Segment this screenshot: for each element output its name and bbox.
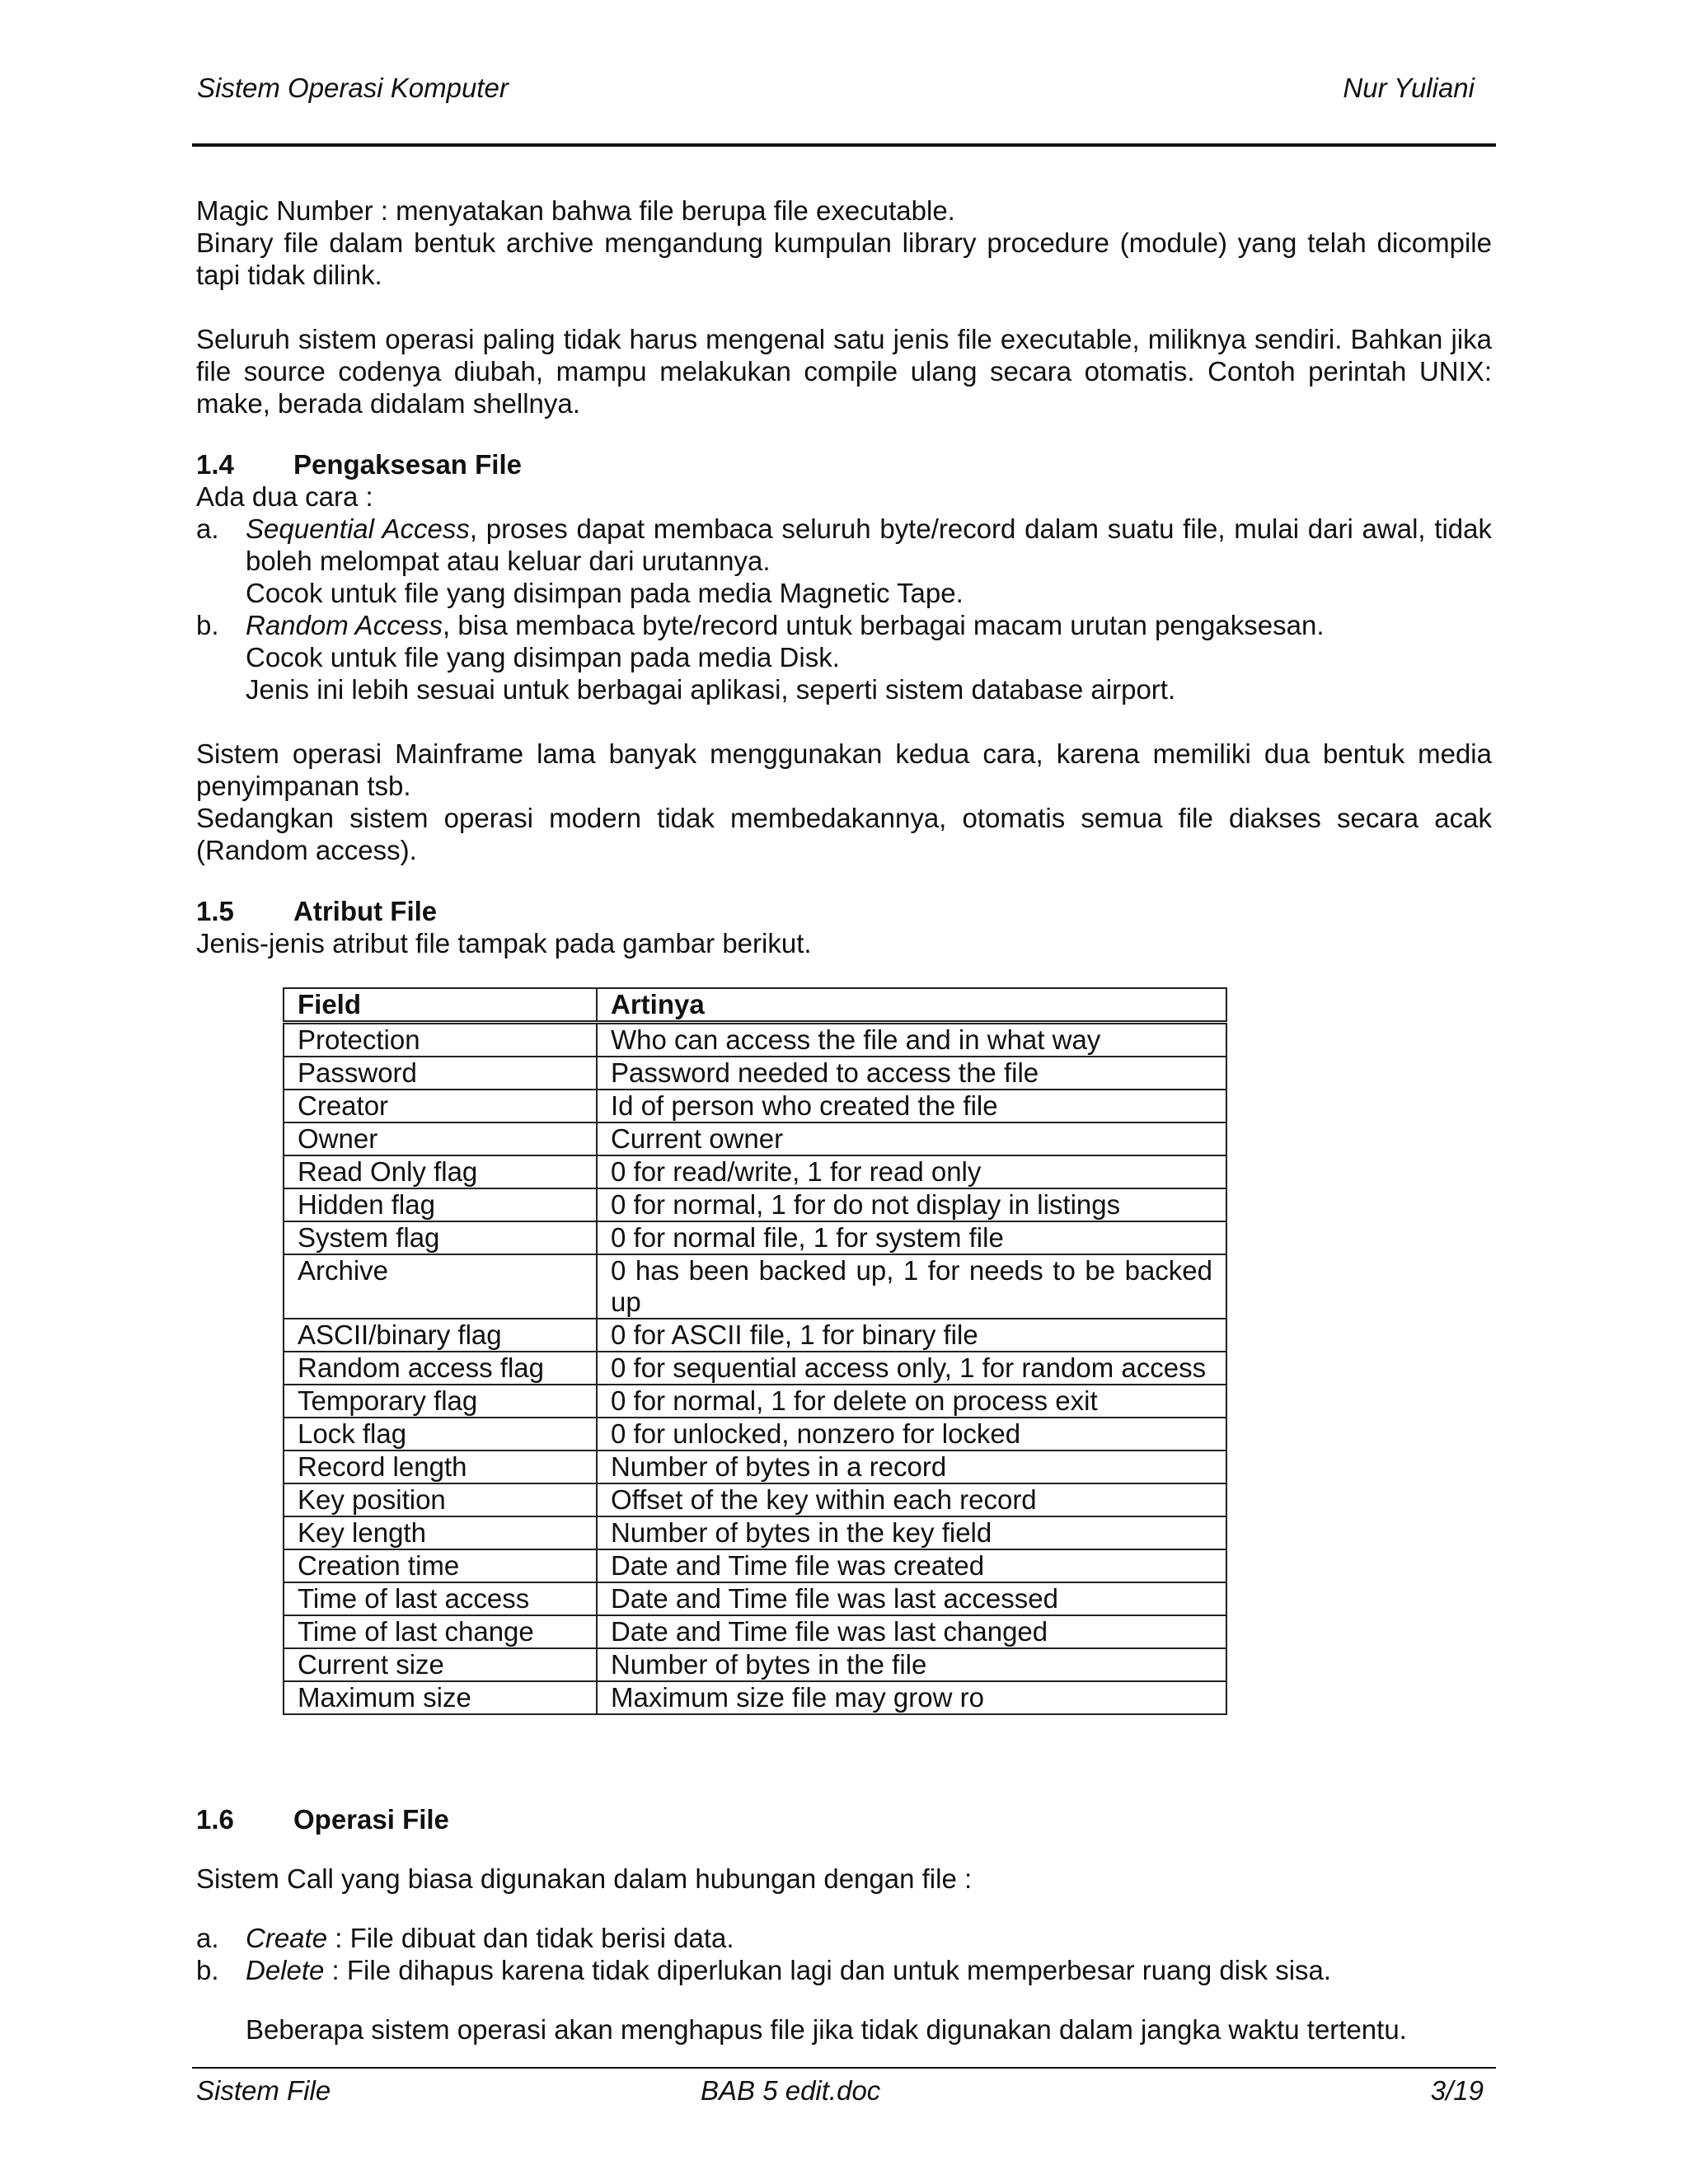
table-row xyxy=(284,1023,1226,1057)
table-row xyxy=(284,1615,1226,1648)
table-row xyxy=(284,1057,1226,1090)
term-random-access: Random Access xyxy=(246,610,443,640)
table-row xyxy=(284,1122,1226,1155)
table-row xyxy=(284,1352,1226,1385)
cell-meaning: 0 for sequential access only, 1 for random access xyxy=(597,1352,1226,1385)
cell-field: Archive xyxy=(284,1254,597,1319)
list-text: , bisa membaca byte/record untuk berbagai macam urutan pengaksesan. xyxy=(443,610,1325,640)
cell-field: Key position xyxy=(284,1483,597,1516)
list-item-delete xyxy=(196,1954,1492,1986)
intro-paragraph-3: Seluruh sistem operasi paling tidak harus mengenal satu jenis file executable, miliknya sendiri. Bahkan jika file source codenya diubah, mampu melakukan compile ulang secara otomatis. Contoh perintah UNIX: make, berada didalam shellnya. xyxy=(196,324,1492,419)
cell-meaning: Number of bytes in the file xyxy=(597,1648,1226,1681)
cell-meaning: Who can access the file and in what way xyxy=(597,1023,1226,1057)
cell-meaning: Date and Time file was last accessed xyxy=(597,1582,1226,1615)
cell-field: Random access flag xyxy=(284,1352,597,1385)
table-row xyxy=(284,1188,1226,1221)
cell-meaning: 0 for unlocked, nonzero for locked xyxy=(597,1418,1226,1451)
section-title: Atribut File xyxy=(293,896,438,926)
cell-field: Owner xyxy=(284,1122,597,1155)
cell-field: Lock flag xyxy=(284,1418,597,1451)
cell-meaning: 0 for ASCII file, 1 for binary file xyxy=(597,1319,1226,1352)
list-item-create xyxy=(196,1922,1492,1954)
paragraph-modern: Sedangkan sistem operasi modern tidak membedakannya, otomatis semua file diakses secara acak (Random access). xyxy=(196,803,1492,865)
page-header xyxy=(192,73,1496,105)
footer-chapter: Sistem File xyxy=(196,2075,331,2106)
cell-field: Key length xyxy=(284,1516,597,1549)
cell-field: Hidden flag xyxy=(284,1188,597,1221)
cell-field: Protection xyxy=(284,1023,597,1057)
table-row xyxy=(284,1681,1226,1714)
cell-meaning: Password needed to access the file xyxy=(597,1057,1226,1090)
list-note: Cocok untuk file yang disimpan pada media Magnetic Tape. xyxy=(246,578,964,608)
intro-paragraph-2: Binary file dalam bentuk archive mengandung kumpulan library procedure (module) yang telah dicompile tapi tidak dilink. xyxy=(196,227,1492,290)
cell-field: Maximum size xyxy=(284,1681,597,1714)
page-footer xyxy=(196,2075,1492,2108)
cell-meaning: Date and Time file was created xyxy=(597,1549,1226,1582)
cell-meaning: Offset of the key within each record xyxy=(597,1483,1226,1516)
header-author: Nur Yuliani xyxy=(1343,73,1475,103)
table-row xyxy=(284,1549,1226,1582)
cell-meaning: Number of bytes in a record xyxy=(597,1451,1226,1483)
table-row xyxy=(284,1221,1226,1254)
section-title: Operasi File xyxy=(293,1804,449,1835)
table-row xyxy=(284,1155,1226,1188)
footer-filename: BAB 5 edit.doc xyxy=(701,2075,881,2106)
cell-field: Read Only flag xyxy=(284,1155,597,1188)
table-row xyxy=(284,1385,1226,1418)
list-note: Cocok untuk file yang disimpan pada media Disk. xyxy=(246,642,840,673)
table-row xyxy=(284,1483,1226,1516)
cell-meaning: Id of person who created the file xyxy=(597,1090,1226,1122)
list-marker: a. xyxy=(196,1923,219,1953)
section-heading-1-5 xyxy=(196,895,1492,927)
table-header-row xyxy=(284,988,1226,1023)
section-number: 1.4 xyxy=(196,449,234,480)
footer-page-number: 3/19 xyxy=(1430,2075,1484,2106)
section-lead: Jenis-jenis atribut file tampak pada gambar berikut. xyxy=(196,928,812,958)
paragraph-mainframe: Sistem operasi Mainframe lama banyak menggunakan kedua cara, karena memiliki dua bentuk media penyimpanan tsb. xyxy=(196,738,1492,801)
table-row xyxy=(284,1648,1226,1681)
section-lead: Ada dua cara : xyxy=(196,481,373,512)
list-marker: a. xyxy=(196,513,219,544)
cell-meaning: Number of bytes in the key field xyxy=(597,1516,1226,1549)
section-operasi-file xyxy=(196,1803,1492,2073)
cell-field: System flag xyxy=(284,1221,597,1254)
header-rule xyxy=(192,143,1496,147)
section-lead: Sistem Call yang biasa digunakan dalam hubungan dengan file : xyxy=(196,1863,973,1894)
cell-field: Record length xyxy=(284,1451,597,1483)
table-row xyxy=(284,1319,1226,1352)
section-number: 1.6 xyxy=(196,1804,234,1835)
cell-field: Time of last access xyxy=(284,1582,597,1615)
cell-field: Password xyxy=(284,1057,597,1090)
file-attributes-table xyxy=(283,987,1227,1715)
cell-meaning: Date and Time file was last changed xyxy=(597,1615,1226,1648)
cell-meaning: 0 for normal file, 1 for system file xyxy=(597,1221,1226,1254)
footer-rule xyxy=(192,2067,1496,2069)
intro-paragraph-1: Magic Number : menyatakan bahwa file berupa file executable. xyxy=(196,195,955,226)
cell-field: ASCII/binary flag xyxy=(284,1319,597,1352)
cell-meaning: 0 for normal, 1 for delete on process exit xyxy=(597,1385,1226,1418)
cell-meaning: 0 for read/write, 1 for read only xyxy=(597,1155,1226,1188)
term-sequential-access: Sequential Access xyxy=(246,513,470,544)
section-number: 1.5 xyxy=(196,896,234,926)
list-note: Jenis ini lebih sesuai untuk berbagai aplikasi, seperti sistem database airport. xyxy=(246,674,1176,705)
list-text: : File dibuat dan tidak berisi data. xyxy=(327,1923,734,1953)
list-marker: b. xyxy=(196,1955,219,1985)
list-item-random xyxy=(196,609,1492,641)
list-marker: b. xyxy=(196,610,219,640)
term-create: Create xyxy=(246,1923,328,1953)
section-heading-1-6 xyxy=(196,1803,1492,1835)
column-header-field: Field xyxy=(284,988,597,1023)
section-heading-1-4 xyxy=(196,448,1492,480)
cell-field: Current size xyxy=(284,1648,597,1681)
table-row xyxy=(284,1254,1226,1319)
cell-field: Creator xyxy=(284,1090,597,1122)
cell-meaning: Current owner xyxy=(597,1122,1226,1155)
list-text: , proses dapat membaca seluruh byte/record dalam suatu file, mulai dari awal, tidak boleh melompat atau keluar dari urutannya. xyxy=(246,513,1492,576)
list-note: Beberapa sistem operasi akan menghapus file jika tidak digunakan dalam jangka waktu tertentu. xyxy=(246,2014,1407,2045)
cell-meaning: Maximum size file may grow ro xyxy=(597,1681,1226,1714)
list-text: : File dihapus karena tidak diperlukan lagi dan untuk memperbesar ruang disk sisa. xyxy=(324,1955,1332,1985)
table-row xyxy=(284,1418,1226,1451)
main-content xyxy=(196,194,1492,959)
cell-field: Creation time xyxy=(284,1549,597,1582)
term-delete: Delete xyxy=(246,1955,325,1985)
section-title: Pengaksesan File xyxy=(293,449,522,480)
cell-field: Time of last change xyxy=(284,1615,597,1648)
cell-meaning: 0 for normal, 1 for do not display in listings xyxy=(597,1188,1226,1221)
table-row xyxy=(284,1090,1226,1122)
list-item-sequential xyxy=(196,513,1492,577)
header-title: Sistem Operasi Komputer xyxy=(197,73,509,103)
column-header-meaning: Artinya xyxy=(597,988,1226,1023)
table-row xyxy=(284,1582,1226,1615)
cell-field: Temporary flag xyxy=(284,1385,597,1418)
cell-meaning: 0 has been backed up, 1 for needs to be backed up xyxy=(597,1254,1226,1319)
table-row xyxy=(284,1451,1226,1483)
table-row xyxy=(284,1516,1226,1549)
